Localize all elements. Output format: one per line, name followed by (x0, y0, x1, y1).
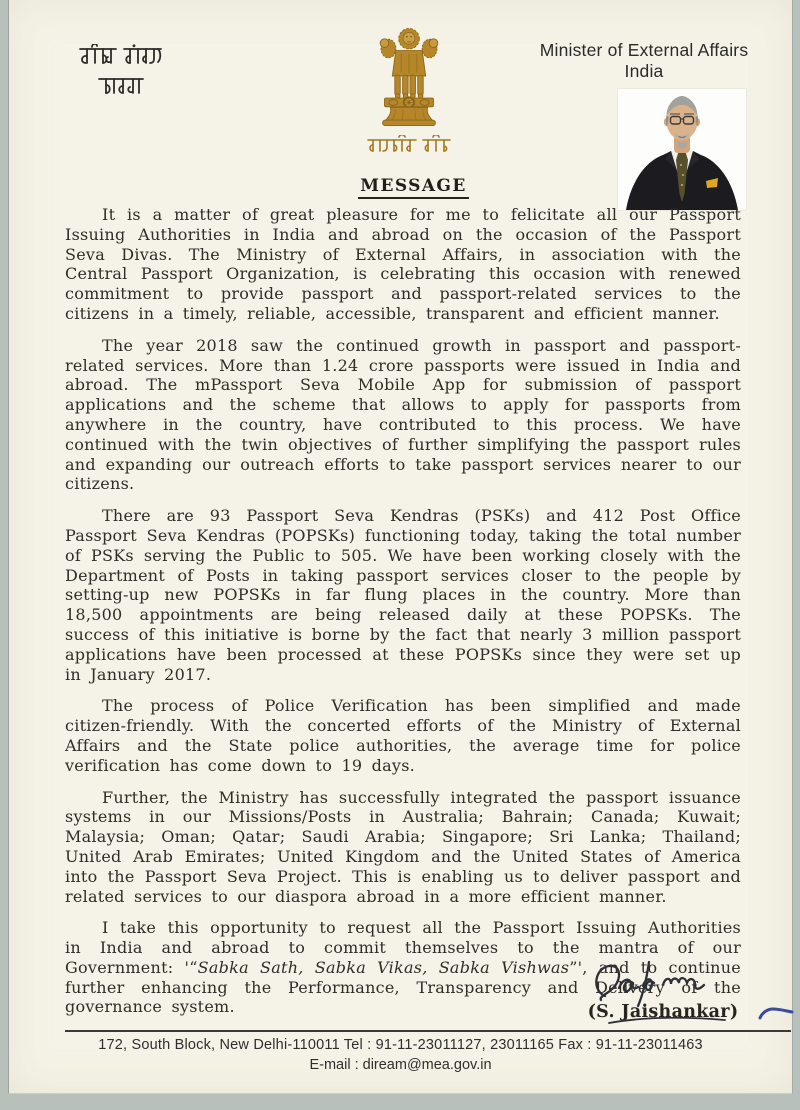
paragraph-4: The process of Police Verification has been simplified and made citizen-friendly. With the concerted efforts of the Ministry of External Affairs and the State police authorities, the average time for police verification has come down to 19 days. (65, 696, 741, 775)
closing-quote: Sabka Sath, Sabka Vikas, Sabka Vishwas (197, 957, 570, 977)
paragraph-2: The year 2018 saw the continued growth in passport and passport-related services. More than 1.24 crore passports were issued in India and abroad. The mPassport Seva Mobile App for submission of passport applications and the scheme that allows to apply for passports from anywhere in the country, have contributed to this process. We have continued with the twin objectives of further simplifying the passport rules and expanding our outreach efforts to take passport services nearer to our citizens. (65, 335, 741, 494)
footer-address: 172, South Block, New Delhi-110011 Tel : 91-11-23011127, 23011165 Fax : 91-11-23011463 (98, 1037, 703, 1053)
hindi-text-videsh-mantri (78, 44, 164, 70)
message-title: MESSAGE (358, 176, 468, 199)
paragraph-5: Further, the Ministry has successfully integrated the passport issuance systems in our Missions/Posts in Australia; Bahrain; Canada; Kuwait; Malaysia; Oman; Qatar; Saudi Arabia; Singapore; Sri Lanka; Thailand; United Arab Emirates; United Kingdom and the United States of America into the Passport Seva Project. This is enabling us to deliver passport and related services to our diaspora abroad in a more efficient manner. (65, 787, 741, 906)
letter-paper (8, 0, 793, 1094)
paragraph-1: It is a matter of great pleasure for me to felicitate all our Passport Issuing Authorities in India and abroad on the occasion of the Passport Seva Divas. The Ministry of External Affairs, in association with the Central Passport Organization, is celebrating this occasion with renewed commitment to provide passport and passport-related services to the citizens in a timely, reliable, accessible, transparent and efficient manner. (65, 205, 741, 323)
footer-divider (65, 1030, 791, 1032)
minister-title-english (524, 40, 764, 82)
signatory-name-text: (S. Jaishankar) (587, 1002, 739, 1022)
letter-body (65, 205, 741, 1029)
hindi-text-bharat (97, 74, 145, 100)
blue-pen-mark (757, 1005, 795, 1023)
paragraph-3: There are 93 Passport Seva Kendras (PSKs) and 412 Post Office Passport Seva Kendras (POPSKs) functioning today, taking the total number of PSKs serving the Public to 505. We have been working closely with the Department of Posts in taking passport services closer to the people by setting-up new POPSKs in far flung places in the country. More than 18,500 appointments are being released daily at these POPSKs. The success of this initiative is borne by the fact that nearly 3 million passport applications have been processed at these POPSKs since they were set up in January 2017. (65, 506, 741, 684)
footer-email: E-mail : diream@mea.gov.in (309, 1057, 492, 1073)
closing-post-quote: ”', and to continue further enhancing the Performance, Transparency and Delivery of the governance system. (65, 957, 742, 1017)
minister-title-line2: India (624, 61, 664, 81)
message-title-row (9, 176, 792, 199)
national-emblem-of-india (341, 24, 477, 155)
satyameva-jayate-motto (366, 135, 452, 155)
ashoka-lion-capital-icon (360, 24, 458, 128)
signatory-name (579, 1002, 747, 1022)
handwritten-signature (587, 958, 729, 1008)
closing-pre-quote: I take this opportunity to request all the Passport Issuing Authorities in India and abroad to commit themselves to the mantra of our Government: '“ (65, 918, 741, 977)
minister-title-hindi (71, 44, 171, 100)
minister-title-line1: Minister of External Affairs (539, 40, 749, 60)
